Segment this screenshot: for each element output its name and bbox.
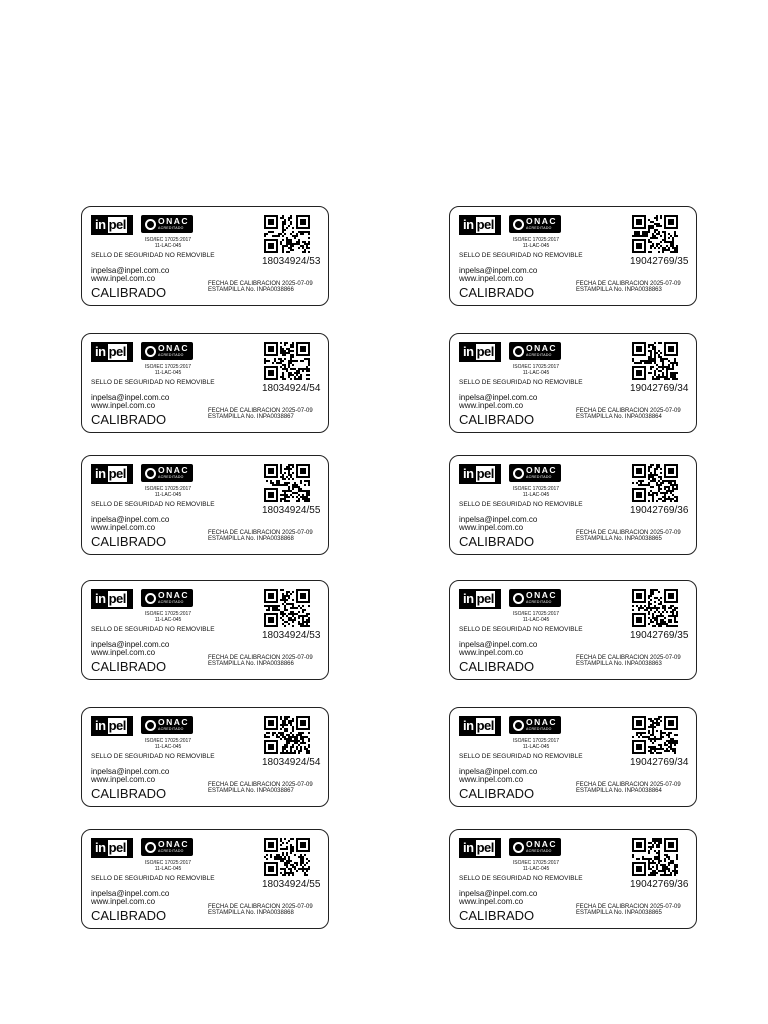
inpel-logo-in: in	[95, 217, 106, 232]
qr-code-icon	[632, 342, 678, 380]
stamp-number	[576, 788, 662, 795]
inpel-logo-in: in	[463, 217, 474, 232]
onac-logo-subtext: ACREDITADO	[526, 600, 552, 604]
calibration-label-5	[81, 455, 329, 555]
serial-number: 19042769/36	[630, 879, 689, 890]
calibration-date: FECHA DE CALIBRACION 2025-07-09	[576, 782, 681, 788]
onac-logo	[141, 716, 193, 734]
contact-email: inpelsa@inpel.com.co	[459, 767, 538, 776]
iso-line-1: ISO/IEC 17025:2017	[512, 860, 560, 866]
inpel-logo-in: in	[463, 591, 474, 606]
iso-line-1: ISO/IEC 17025:2017	[144, 611, 192, 617]
status-calibrado: CALIBRADO	[459, 412, 535, 427]
contact-website: www.inpel.com.co	[459, 274, 524, 283]
stamp-number	[208, 414, 294, 421]
iso-line-2: 11-LAC-045	[522, 617, 550, 623]
inpel-logo	[91, 838, 133, 858]
onac-ring-icon	[145, 219, 156, 230]
calibration-label-6	[449, 455, 697, 555]
iso-standard	[510, 738, 562, 750]
iso-standard	[510, 860, 562, 872]
qr-code-icon	[264, 215, 310, 253]
serial-number: 18034924/54	[262, 757, 321, 768]
stamp-prefix: ESTAMPILLA No.	[576, 414, 624, 420]
onac-ring-icon	[145, 720, 156, 731]
inpel-logo	[459, 215, 501, 235]
inpel-logo-in: in	[95, 344, 106, 359]
iso-standard	[142, 364, 194, 376]
onac-ring-icon	[513, 219, 524, 230]
status-calibrado: CALIBRADO	[91, 659, 167, 674]
onac-logo	[509, 716, 561, 734]
calibration-label-4	[449, 333, 697, 433]
inpel-logo-bar	[127, 718, 131, 734]
iso-line-1: ISO/IEC 17025:2017	[512, 486, 560, 492]
iso-line-1: ISO/IEC 17025:2017	[144, 486, 192, 492]
seal-text: SELLO DE SEGURIDAD NO REMOVIBLE	[91, 379, 215, 386]
stamp-number	[576, 287, 662, 294]
contact-website: www.inpel.com.co	[459, 775, 524, 784]
iso-line-1: ISO/IEC 17025:2017	[512, 237, 560, 243]
iso-standard	[510, 364, 562, 376]
serial-number: 19042769/34	[630, 757, 689, 768]
inpel-logo-in: in	[463, 718, 474, 733]
status-calibrado: CALIBRADO	[459, 908, 535, 923]
calibration-label-9	[81, 707, 329, 807]
qr-code-icon	[632, 215, 678, 253]
stamp-number	[208, 536, 294, 543]
contact-website: www.inpel.com.co	[91, 274, 156, 283]
qr-code-icon	[632, 589, 678, 627]
onac-logo-text: ONAC	[526, 343, 558, 353]
inpel-logo-in: in	[95, 840, 106, 855]
calibration-date: FECHA DE CALIBRACION 2025-07-09	[208, 530, 313, 536]
calibration-date: FECHA DE CALIBRACION 2025-07-09	[208, 408, 313, 414]
contact-email: inpelsa@inpel.com.co	[459, 266, 538, 275]
inpel-logo-pel: pel	[108, 344, 126, 359]
qr-code-icon	[264, 716, 310, 754]
qr-code-icon	[264, 838, 310, 876]
onac-logo-subtext: ACREDITADO	[158, 353, 184, 357]
calibration-date: FECHA DE CALIBRACION 2025-07-09	[576, 655, 681, 661]
inpel-logo-bar	[127, 466, 131, 482]
stamp-number	[576, 536, 662, 543]
onac-logo-text: ONAC	[526, 839, 558, 849]
seal-text: SELLO DE SEGURIDAD NO REMOVIBLE	[459, 252, 583, 259]
status-calibrado: CALIBRADO	[91, 534, 167, 549]
stamp-number	[576, 661, 662, 668]
onac-logo-text: ONAC	[526, 717, 558, 727]
inpel-logo-pel: pel	[108, 217, 126, 232]
onac-logo-subtext: ACREDITADO	[526, 727, 552, 731]
iso-line-1: ISO/IEC 17025:2017	[144, 364, 192, 370]
status-calibrado: CALIBRADO	[459, 285, 535, 300]
iso-line-2: 11-LAC-045	[154, 744, 182, 750]
iso-standard	[510, 486, 562, 498]
qr-code-icon	[264, 464, 310, 502]
onac-logo	[509, 215, 561, 233]
contact-email: inpelsa@inpel.com.co	[91, 266, 170, 275]
stamp-prefix: ESTAMPILLA No.	[208, 536, 256, 542]
stamp-code: INPA0038868	[256, 910, 294, 916]
contact-email: inpelsa@inpel.com.co	[459, 393, 538, 402]
onac-logo	[141, 838, 193, 856]
onac-logo-subtext: ACREDITADO	[526, 475, 552, 479]
calibration-label-12	[449, 829, 697, 929]
stamp-number	[208, 788, 294, 795]
stamp-number	[208, 661, 294, 668]
iso-line-2: 11-LAC-045	[154, 492, 182, 498]
stamp-prefix: ESTAMPILLA No.	[576, 788, 624, 794]
stamp-code: INPA0038866	[256, 287, 294, 293]
onac-logo-text: ONAC	[158, 839, 190, 849]
contact-email: inpelsa@inpel.com.co	[91, 393, 170, 402]
onac-logo-subtext: ACREDITADO	[526, 849, 552, 853]
contact-email: inpelsa@inpel.com.co	[91, 767, 170, 776]
iso-line-1: ISO/IEC 17025:2017	[144, 860, 192, 866]
serial-number: 19042769/34	[630, 383, 689, 394]
status-calibrado: CALIBRADO	[459, 786, 535, 801]
stamp-prefix: ESTAMPILLA No.	[208, 414, 256, 420]
iso-standard	[510, 611, 562, 623]
contact-website: www.inpel.com.co	[459, 897, 524, 906]
calibration-date: FECHA DE CALIBRACION 2025-07-09	[576, 904, 681, 910]
onac-logo-text: ONAC	[526, 590, 558, 600]
calibration-date: FECHA DE CALIBRACION 2025-07-09	[576, 408, 681, 414]
inpel-logo-pel: pel	[476, 466, 494, 481]
calibration-date: FECHA DE CALIBRACION 2025-07-09	[208, 782, 313, 788]
inpel-logo	[459, 464, 501, 484]
onac-ring-icon	[145, 346, 156, 357]
onac-logo-subtext: ACREDITADO	[158, 727, 184, 731]
iso-standard	[142, 486, 194, 498]
qr-code-icon	[632, 464, 678, 502]
calibration-date: FECHA DE CALIBRACION 2025-07-09	[576, 281, 681, 287]
seal-text: SELLO DE SEGURIDAD NO REMOVIBLE	[459, 501, 583, 508]
stamp-prefix: ESTAMPILLA No.	[576, 287, 624, 293]
onac-logo	[509, 589, 561, 607]
contact-email: inpelsa@inpel.com.co	[459, 889, 538, 898]
stamp-code: INPA0038867	[256, 788, 294, 794]
iso-standard	[142, 738, 194, 750]
contact-email: inpelsa@inpel.com.co	[91, 515, 170, 524]
stamp-code: INPA0038864	[624, 788, 662, 794]
onac-logo	[141, 589, 193, 607]
seal-text: SELLO DE SEGURIDAD NO REMOVIBLE	[91, 626, 215, 633]
stamp-code: INPA0038863	[624, 661, 662, 667]
status-calibrado: CALIBRADO	[91, 285, 167, 300]
inpel-logo-pel: pel	[108, 840, 126, 855]
inpel-logo-in: in	[463, 344, 474, 359]
contact-email: inpelsa@inpel.com.co	[459, 515, 538, 524]
onac-logo-subtext: ACREDITADO	[158, 226, 184, 230]
stamp-prefix: ESTAMPILLA No.	[576, 910, 624, 916]
inpel-logo	[91, 464, 133, 484]
inpel-logo-bar	[495, 591, 499, 607]
iso-line-1: ISO/IEC 17025:2017	[512, 738, 560, 744]
contact-website: www.inpel.com.co	[91, 897, 156, 906]
seal-text: SELLO DE SEGURIDAD NO REMOVIBLE	[91, 753, 215, 760]
onac-logo-text: ONAC	[526, 216, 558, 226]
seal-text: SELLO DE SEGURIDAD NO REMOVIBLE	[459, 379, 583, 386]
seal-text: SELLO DE SEGURIDAD NO REMOVIBLE	[91, 252, 215, 259]
contact-website: www.inpel.com.co	[91, 648, 156, 657]
contact-email: inpelsa@inpel.com.co	[459, 640, 538, 649]
stamp-prefix: ESTAMPILLA No.	[208, 661, 256, 667]
seal-text: SELLO DE SEGURIDAD NO REMOVIBLE	[459, 753, 583, 760]
serial-number: 19042769/36	[630, 505, 689, 516]
onac-ring-icon	[513, 720, 524, 731]
stamp-prefix: ESTAMPILLA No.	[208, 788, 256, 794]
iso-line-2: 11-LAC-045	[154, 243, 182, 249]
onac-ring-icon	[145, 593, 156, 604]
iso-line-1: ISO/IEC 17025:2017	[144, 738, 192, 744]
calibration-label-11	[81, 829, 329, 929]
contact-website: www.inpel.com.co	[459, 648, 524, 657]
calibration-date: FECHA DE CALIBRACION 2025-07-09	[576, 530, 681, 536]
inpel-logo-pel: pel	[108, 466, 126, 481]
qr-code-icon	[264, 589, 310, 627]
iso-standard	[142, 611, 194, 623]
stamp-code: INPA0038863	[624, 287, 662, 293]
onac-logo	[141, 464, 193, 482]
stamp-code: INPA0038868	[256, 536, 294, 542]
contact-email: inpelsa@inpel.com.co	[91, 889, 170, 898]
stamp-number	[208, 287, 294, 294]
onac-logo-subtext: ACREDITADO	[158, 475, 184, 479]
stamp-prefix: ESTAMPILLA No.	[576, 661, 624, 667]
iso-line-2: 11-LAC-045	[522, 492, 550, 498]
inpel-logo-bar	[127, 344, 131, 360]
calibration-label-3	[81, 333, 329, 433]
inpel-logo-in: in	[95, 591, 106, 606]
iso-line-2: 11-LAC-045	[154, 866, 182, 872]
inpel-logo-bar	[495, 840, 499, 856]
iso-line-2: 11-LAC-045	[522, 243, 550, 249]
inpel-logo-pel: pel	[108, 718, 126, 733]
inpel-logo-bar	[495, 344, 499, 360]
contact-website: www.inpel.com.co	[91, 523, 156, 532]
iso-line-1: ISO/IEC 17025:2017	[512, 611, 560, 617]
onac-logo-text: ONAC	[158, 590, 190, 600]
contact-website: www.inpel.com.co	[91, 775, 156, 784]
inpel-logo-bar	[495, 217, 499, 233]
calibration-date: FECHA DE CALIBRACION 2025-07-09	[208, 281, 313, 287]
seal-text: SELLO DE SEGURIDAD NO REMOVIBLE	[459, 626, 583, 633]
inpel-logo	[91, 215, 133, 235]
onac-logo-text: ONAC	[158, 343, 190, 353]
inpel-logo	[459, 716, 501, 736]
onac-logo-subtext: ACREDITADO	[526, 353, 552, 357]
calibration-label-1	[81, 206, 329, 306]
onac-logo-text: ONAC	[158, 216, 190, 226]
stamp-number	[576, 910, 662, 917]
inpel-logo-pel: pel	[476, 591, 494, 606]
inpel-logo-pel: pel	[476, 718, 494, 733]
status-calibrado: CALIBRADO	[91, 908, 167, 923]
calibration-label-10	[449, 707, 697, 807]
contact-website: www.inpel.com.co	[459, 523, 524, 532]
iso-line-1: ISO/IEC 17025:2017	[144, 237, 192, 243]
stamp-code: INPA0038867	[256, 414, 294, 420]
seal-text: SELLO DE SEGURIDAD NO REMOVIBLE	[459, 875, 583, 882]
iso-line-2: 11-LAC-045	[154, 370, 182, 376]
inpel-logo	[459, 589, 501, 609]
qr-code-icon	[264, 342, 310, 380]
status-calibrado: CALIBRADO	[91, 412, 167, 427]
contact-website: www.inpel.com.co	[459, 401, 524, 410]
serial-number: 18034924/55	[262, 505, 321, 516]
calibration-label-2	[449, 206, 697, 306]
inpel-logo	[91, 589, 133, 609]
stamp-number	[576, 414, 662, 421]
onac-ring-icon	[513, 468, 524, 479]
iso-standard	[510, 237, 562, 249]
stamp-code: INPA0038865	[624, 536, 662, 542]
inpel-logo-pel: pel	[108, 591, 126, 606]
contact-email: inpelsa@inpel.com.co	[91, 640, 170, 649]
calibration-label-8	[449, 580, 697, 680]
inpel-logo	[91, 716, 133, 736]
status-calibrado: CALIBRADO	[459, 659, 535, 674]
calibration-date: FECHA DE CALIBRACION 2025-07-09	[208, 655, 313, 661]
stamp-code: INPA0038865	[624, 910, 662, 916]
inpel-logo-pel: pel	[476, 344, 494, 359]
seal-text: SELLO DE SEGURIDAD NO REMOVIBLE	[91, 501, 215, 508]
inpel-logo-bar	[127, 217, 131, 233]
stamp-code: INPA0038866	[256, 661, 294, 667]
inpel-logo-in: in	[463, 840, 474, 855]
onac-logo-subtext: ACREDITADO	[158, 849, 184, 853]
iso-standard	[142, 860, 194, 872]
stamp-prefix: ESTAMPILLA No.	[208, 287, 256, 293]
serial-number: 19042769/35	[630, 630, 689, 641]
onac-ring-icon	[513, 842, 524, 853]
onac-logo	[141, 342, 193, 360]
inpel-logo	[91, 342, 133, 362]
inpel-logo-bar	[495, 718, 499, 734]
status-calibrado: CALIBRADO	[459, 534, 535, 549]
onac-ring-icon	[145, 842, 156, 853]
inpel-logo-in: in	[463, 466, 474, 481]
serial-number: 18034924/53	[262, 630, 321, 641]
contact-website: www.inpel.com.co	[91, 401, 156, 410]
calibration-date: FECHA DE CALIBRACION 2025-07-09	[208, 904, 313, 910]
qr-code-icon	[632, 716, 678, 754]
onac-logo-text: ONAC	[158, 717, 190, 727]
onac-logo	[509, 838, 561, 856]
inpel-logo-bar	[127, 591, 131, 607]
inpel-logo-in: in	[95, 718, 106, 733]
onac-logo-subtext: ACREDITADO	[158, 600, 184, 604]
serial-number: 18034924/55	[262, 879, 321, 890]
onac-ring-icon	[513, 593, 524, 604]
stamp-prefix: ESTAMPILLA No.	[208, 910, 256, 916]
onac-logo-text: ONAC	[526, 465, 558, 475]
stamp-number	[208, 910, 294, 917]
iso-line-2: 11-LAC-045	[522, 744, 550, 750]
stamp-code: INPA0038864	[624, 414, 662, 420]
seal-text: SELLO DE SEGURIDAD NO REMOVIBLE	[91, 875, 215, 882]
inpel-logo-pel: pel	[476, 217, 494, 232]
onac-logo	[509, 342, 561, 360]
onac-logo	[509, 464, 561, 482]
stamp-prefix: ESTAMPILLA No.	[576, 536, 624, 542]
onac-ring-icon	[513, 346, 524, 357]
serial-number: 18034924/53	[262, 256, 321, 267]
iso-line-2: 11-LAC-045	[154, 617, 182, 623]
qr-code-icon	[632, 838, 678, 876]
iso-line-2: 11-LAC-045	[522, 866, 550, 872]
inpel-logo-bar	[495, 466, 499, 482]
onac-logo-text: ONAC	[158, 465, 190, 475]
inpel-logo	[459, 342, 501, 362]
onac-logo-subtext: ACREDITADO	[526, 226, 552, 230]
inpel-logo-in: in	[95, 466, 106, 481]
onac-logo	[141, 215, 193, 233]
inpel-logo	[459, 838, 501, 858]
iso-line-2: 11-LAC-045	[522, 370, 550, 376]
serial-number: 18034924/54	[262, 383, 321, 394]
iso-line-1: ISO/IEC 17025:2017	[512, 364, 560, 370]
iso-standard	[142, 237, 194, 249]
status-calibrado: CALIBRADO	[91, 786, 167, 801]
serial-number: 19042769/35	[630, 256, 689, 267]
calibration-label-7	[81, 580, 329, 680]
inpel-logo-pel: pel	[476, 840, 494, 855]
onac-ring-icon	[145, 468, 156, 479]
inpel-logo-bar	[127, 840, 131, 856]
